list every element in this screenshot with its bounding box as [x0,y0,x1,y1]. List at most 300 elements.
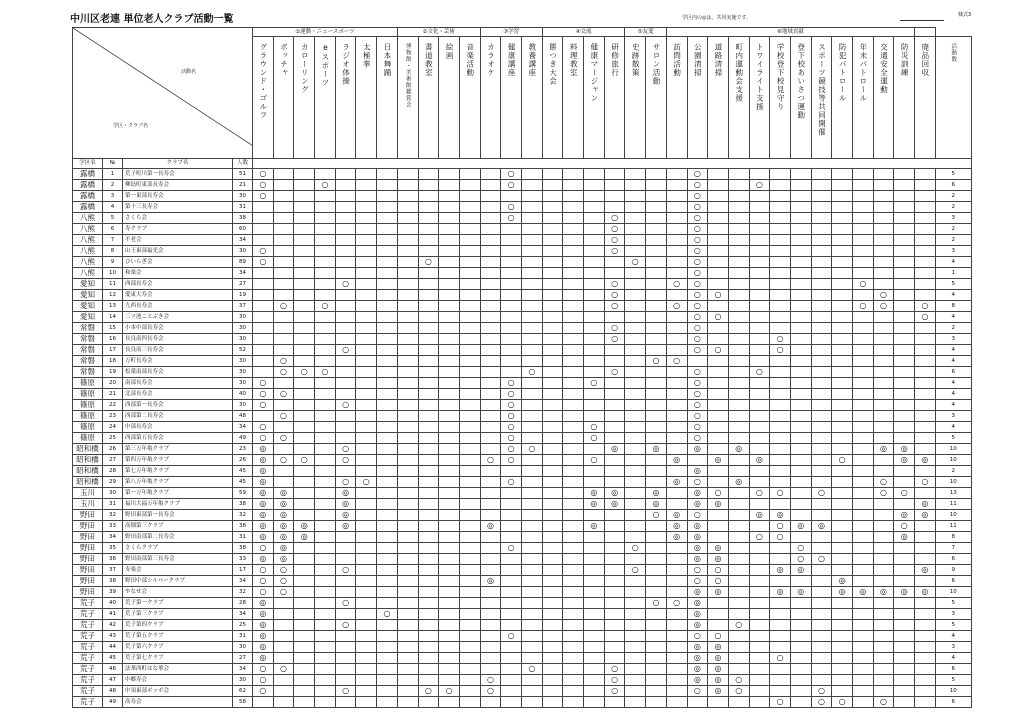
activity-cell [459,345,480,356]
activity-cell [501,279,522,290]
activity-cell [563,510,584,521]
activity-cell [335,422,356,433]
activity-cell [770,466,791,477]
activity-cell [708,609,729,620]
activity-cell [480,598,501,609]
activity-cell [356,653,377,664]
activity-cell [873,521,894,532]
activity-cell [646,224,667,235]
area-cell: 荒子 [73,598,103,609]
activity-mark: ○ [811,697,832,708]
activity-mark: ○ [315,367,336,378]
area-cell: 露橋 [73,191,103,202]
activity-cell [873,455,894,466]
activity-cell [563,499,584,510]
no-cell: 31 [103,499,123,510]
no-cell: 12 [103,290,123,301]
activity-cell [315,686,336,697]
area-cell: 篠原 [73,378,103,389]
activity-mark: ○ [687,400,708,411]
activity-cell [894,378,915,389]
activity-cell [625,686,646,697]
no-cell: 28 [103,466,123,477]
activity-cell [646,290,667,301]
activity-cell [666,213,687,224]
activity-cell [397,246,418,257]
activity-cell [335,169,356,180]
activity-cell [377,697,398,708]
activity-cell [708,235,729,246]
area-cell: 八熊 [73,268,103,279]
activity-mark: ○ [873,301,894,312]
activity-cell [811,653,832,664]
no-cell: 42 [103,620,123,631]
activity-cell [542,345,563,356]
activity-cell [853,466,874,477]
activity-cell [480,433,501,444]
activity-cell [459,169,480,180]
activity-cell [480,279,501,290]
activity-cell [315,488,336,499]
activity-cell [604,433,625,444]
activity-cell [873,664,894,675]
activity-mark: ◎ [811,521,832,532]
activity-cell [294,345,315,356]
activity-mark: ○ [770,532,791,543]
club-name-cell: 野田中部シルバークラブ [123,576,233,587]
no-cell: 5 [103,213,123,224]
activity-cell [501,246,522,257]
activity-mark: ○ [915,312,936,323]
activity-cell [397,180,418,191]
activity-mark: ○ [811,488,832,499]
activity-mark: ○ [253,169,274,180]
activity-mark: ○ [894,488,915,499]
activity-cell [356,587,377,598]
activity-mark: ○ [604,664,625,675]
activity-cell [356,378,377,389]
activity-cell [356,411,377,422]
activity-cell [666,334,687,345]
activity-mark: ○ [646,510,667,521]
activity-cell [294,334,315,345]
activity-cell [522,169,543,180]
activity-cell [708,323,729,334]
activity-mark: ◎ [335,499,356,510]
activity-cell [397,433,418,444]
activity-cell [315,642,336,653]
activity-mark: ○ [501,477,522,488]
activity-cell [356,180,377,191]
club-name-cell: 長良南四長寿会 [123,334,233,345]
activity-cell [397,257,418,268]
activity-cell [294,499,315,510]
activity-cell [728,466,749,477]
no-cell: 21 [103,389,123,400]
activity-cell [335,257,356,268]
activity-cell [708,598,729,609]
activity-cell [439,246,460,257]
activity-cell [625,378,646,389]
activity-cell [315,565,336,576]
activity-cell [625,499,646,510]
activity-cell [584,598,605,609]
activity-mark: ○ [708,565,729,576]
activity-count-cell: 5 [935,433,971,444]
activity-cell [749,477,770,488]
activity-cell [501,510,522,521]
activity-cell [501,587,522,598]
corner-diagonal [73,28,253,159]
activity-cell [294,631,315,642]
activity-mark: ◎ [335,521,356,532]
activity-cell [397,609,418,620]
activity-cell [728,290,749,301]
activity-cell [418,609,439,620]
area-cell: 野田 [73,510,103,521]
activity-count-cell: 10 [935,455,971,466]
activity-cell [749,235,770,246]
activity-cell [625,455,646,466]
activity-cell [625,301,646,312]
activity-mark: ○ [253,400,274,411]
activity-cell [728,433,749,444]
activity-cell [832,301,853,312]
table-row [73,367,972,378]
activity-cell [811,576,832,587]
activity-cell [377,279,398,290]
activity-cell [335,224,356,235]
activity-cell [666,378,687,389]
activity-cell [439,521,460,532]
activity-cell [418,290,439,301]
activity-cell [273,444,294,455]
activity-cell [584,345,605,356]
activity-cell [294,378,315,389]
activity-cell [522,202,543,213]
activity-cell [625,400,646,411]
activity-count-cell: 2 [935,323,971,334]
activity-cell [584,675,605,686]
activity-cell [853,686,874,697]
activity-mark: ○ [377,609,398,620]
activity-name: 公園清掃 [693,43,703,77]
activity-cell [604,466,625,477]
activity-header [811,37,832,159]
area-cell: 篠原 [73,433,103,444]
activity-cell [522,345,543,356]
activity-mark: ○ [294,455,315,466]
area-cell: 荒子 [73,642,103,653]
activity-cell [563,389,584,400]
area-cell: 常磐 [73,345,103,356]
club-name-cell: 北部長寿会 [123,389,233,400]
activity-cell [915,532,936,543]
activity-cell [459,202,480,213]
activity-cell [625,411,646,422]
activity-cell [501,620,522,631]
activity-cell [563,488,584,499]
activity-cell [563,598,584,609]
activity-cell [832,543,853,554]
activity-cell [625,224,646,235]
activity-cell [625,444,646,455]
activity-mark: ○ [604,301,625,312]
activity-cell [356,191,377,202]
activity-cell [790,367,811,378]
activity-cell [853,488,874,499]
activity-mark: ◎ [253,455,274,466]
activity-cell [894,609,915,620]
activity-header [501,37,522,159]
no-cell: 48 [103,686,123,697]
activity-cell [915,609,936,620]
activity-cell [584,235,605,246]
activity-cell [563,532,584,543]
activity-mark: ○ [687,312,708,323]
activity-mark: ◎ [480,521,501,532]
activity-cell [708,301,729,312]
activity-name: 太極拳 [362,43,372,69]
members-cell: 34 [233,268,253,279]
activity-cell [315,697,336,708]
activity-cell [397,213,418,224]
activity-cell [646,543,667,554]
activity-count-cell: 10 [935,587,971,598]
table-row [73,675,972,686]
activity-cell [790,279,811,290]
activity-mark: ◎ [894,455,915,466]
activity-cell [811,598,832,609]
activity-cell [294,576,315,587]
activity-cell [335,532,356,543]
activity-cell [439,257,460,268]
col-area-label: 学区名 [73,159,103,169]
activity-cell [459,191,480,202]
activity-cell [832,345,853,356]
table-row [73,290,972,301]
form-label: 様式3 [958,12,972,18]
activity-cell [584,411,605,422]
activity-cell [418,235,439,246]
table-row [73,400,972,411]
activity-cell [542,631,563,642]
activity-cell [377,686,398,697]
activity-name: トワイライト支援 [755,43,765,111]
activity-cell [418,543,439,554]
activity-cell [790,653,811,664]
no-cell: 36 [103,554,123,565]
activity-name: 学校登下校見守り [776,43,786,111]
activity-cell [646,422,667,433]
activity-cell [253,334,274,345]
activity-count-cell: 4 [935,356,971,367]
club-name-cell: 小本中部長寿会 [123,323,233,334]
activity-mark: ○ [501,202,522,213]
activity-cell [294,488,315,499]
activity-cell [335,642,356,653]
members-cell: 38 [233,213,253,224]
activity-header [459,37,480,159]
members-cell: 30 [233,642,253,653]
activity-cell [253,301,274,312]
activity-cell [728,576,749,587]
activity-cell [811,620,832,631]
activity-mark: ◎ [253,488,274,499]
activity-mark: ○ [253,389,274,400]
activity-cell [459,642,480,653]
activity-cell [873,235,894,246]
activity-cell [915,202,936,213]
activity-mark: ○ [770,653,791,664]
activity-cell [542,499,563,510]
activity-mark: ◎ [770,587,791,598]
activity-cell [294,400,315,411]
activity-cell [542,356,563,367]
activity-mark: ◎ [790,521,811,532]
activity-cell [273,257,294,268]
activity-cell [335,213,356,224]
activity-cell [646,664,667,675]
activity-cell [418,246,439,257]
activity-cell [915,642,936,653]
activity-cell [418,323,439,334]
activity-cell [873,191,894,202]
activity-cell [356,499,377,510]
category-header: ①運動・ニュースポーツ [253,28,398,37]
activity-cell [459,235,480,246]
activity-cell [335,411,356,422]
activity-cell [480,543,501,554]
no-cell: 8 [103,246,123,257]
activity-cell [749,422,770,433]
activity-cell [397,510,418,521]
activity-cell [604,389,625,400]
activity-cell [790,510,811,521]
activity-cell [625,697,646,708]
activity-cell [273,697,294,708]
activity-cell [294,202,315,213]
activity-header [439,37,460,159]
activity-cell [894,213,915,224]
activity-cell [397,466,418,477]
activity-cell [439,356,460,367]
activity-cell [811,455,832,466]
activity-count-cell: 4 [935,422,971,433]
activity-mark: ◎ [873,444,894,455]
activity-cell [356,268,377,279]
table-row [73,565,972,576]
activity-cell [832,224,853,235]
activity-mark: ○ [687,565,708,576]
activity-cell [853,257,874,268]
activity-cell [749,642,770,653]
activity-cell [853,499,874,510]
activity-cell [708,257,729,268]
activity-cell [873,268,894,279]
activity-header [584,37,605,159]
activity-cell [315,334,336,345]
activity-cell [770,499,791,510]
activity-cell [873,609,894,620]
area-cell: 露橋 [73,202,103,213]
activity-count-cell: 3 [935,334,971,345]
activity-mark: ○ [273,367,294,378]
activity-cell [522,224,543,235]
activity-cell [397,488,418,499]
activity-cell [315,510,336,521]
activity-cell [439,587,460,598]
activity-mark: ○ [315,180,336,191]
club-name-cell: 第一東部長寿会 [123,191,233,202]
activity-cell [790,697,811,708]
activity-cell [563,246,584,257]
area-cell: 野田 [73,587,103,598]
activity-cell [418,675,439,686]
activity-cell [273,620,294,631]
activity-count-cell: 11 [935,499,971,510]
activity-cell [790,675,811,686]
activity-count-cell: 4 [935,389,971,400]
activity-mark: ○ [335,455,356,466]
activity-cell [646,675,667,686]
activity-mark: ○ [604,246,625,257]
members-cell: 38 [233,499,253,510]
activity-cell [584,301,605,312]
no-cell: 29 [103,477,123,488]
activity-cell [418,169,439,180]
activity-mark: ○ [646,598,667,609]
activity-header [315,37,336,159]
activity-cell [315,411,336,422]
activity-cell [666,565,687,576]
activity-cell [604,642,625,653]
activity-cell [625,367,646,378]
activity-cell [811,422,832,433]
activity-cell [915,686,936,697]
activity-cell [563,235,584,246]
activity-cell [356,565,377,576]
activity-cell [356,323,377,334]
activity-count-cell: 4 [935,345,971,356]
activity-cell [480,587,501,598]
activity-cell [584,543,605,554]
activity-cell [728,191,749,202]
activity-cell [418,565,439,576]
activity-cell [873,576,894,587]
activity-mark: ◎ [832,576,853,587]
activity-cell [832,675,853,686]
activity-cell [625,312,646,323]
activity-cell [894,279,915,290]
club-name-cell: 第三万年亀クラブ [123,444,233,455]
activity-name: 健康講座 [507,43,517,77]
activity-cell [646,268,667,279]
activity-cell [894,554,915,565]
activity-count-cell: 6 [935,180,971,191]
activity-cell [501,345,522,356]
activity-cell [335,202,356,213]
activity-cell [749,653,770,664]
activity-cell [873,180,894,191]
activity-cell [522,268,543,279]
activity-cell [749,521,770,532]
activity-cell [418,224,439,235]
activity-cell [377,301,398,312]
activity-cell [439,279,460,290]
activity-cell [418,598,439,609]
activity-cell [418,653,439,664]
